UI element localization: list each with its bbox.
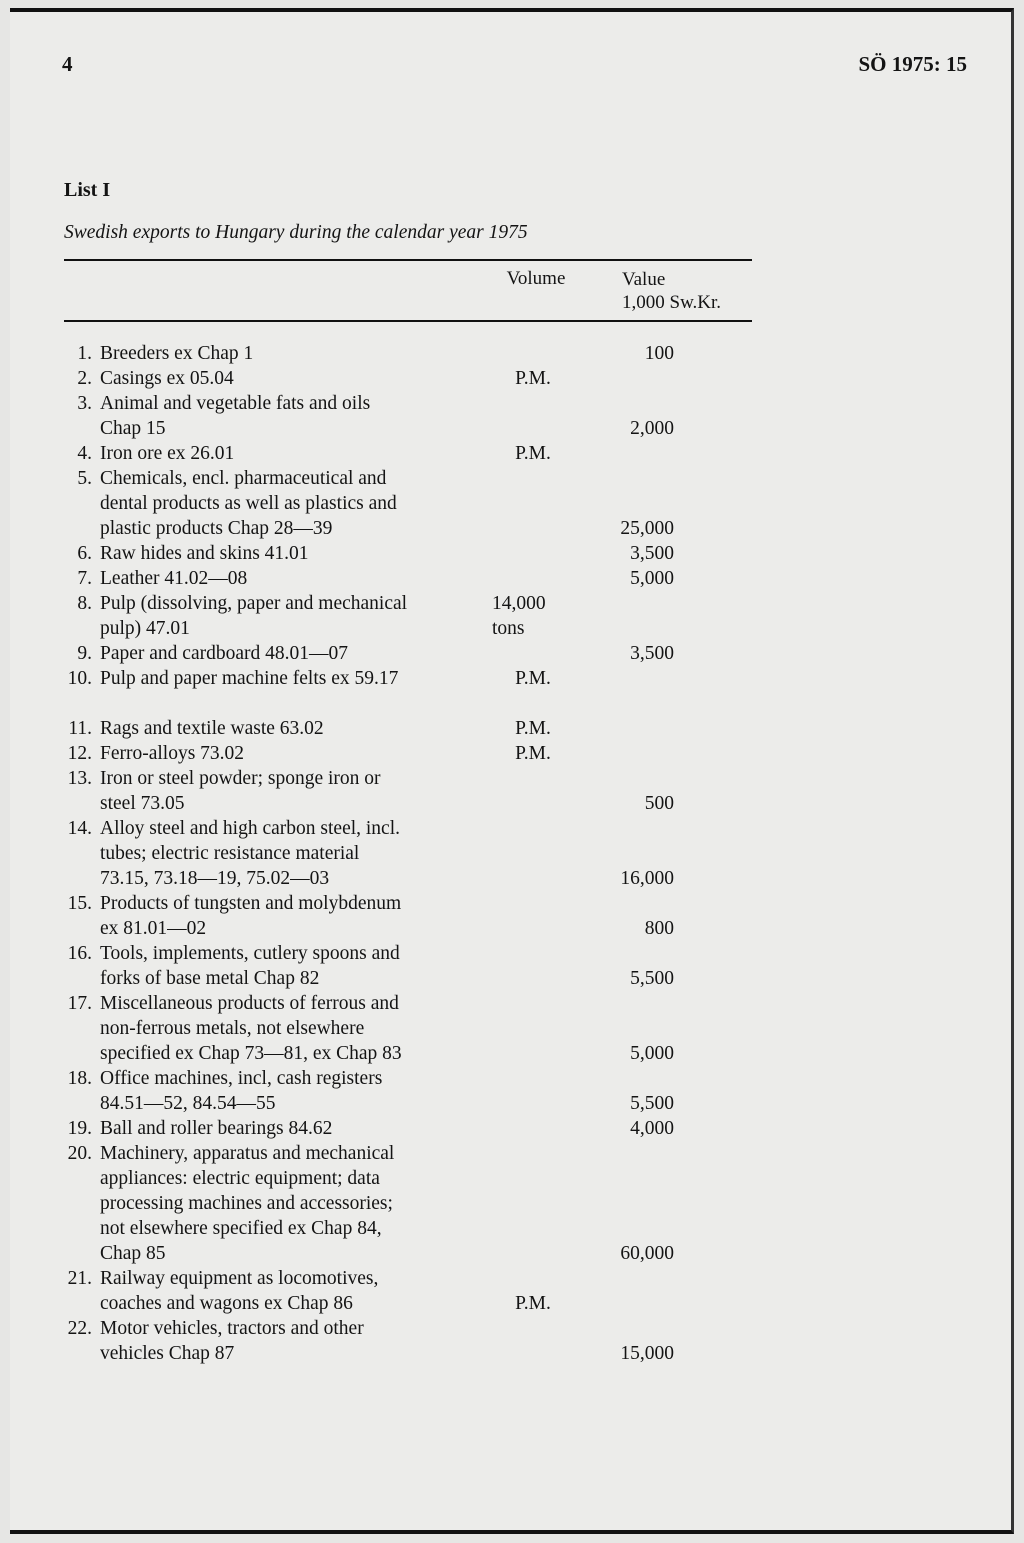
table-row [50,716,770,741]
column-header-value [622,268,721,314]
item-value: 60,000 [620,1243,674,1264]
item-volume: P.M. [515,368,551,389]
item-volume [462,466,574,541]
item-value [574,716,674,741]
item-description: Ball and roller bearings 84.62 [100,1118,333,1139]
item-value: 25,000 [620,518,674,539]
item-value [574,741,674,766]
item-description: Iron ore ex 26.01 [100,443,235,464]
table-caption: Swedish exports to Hungary during the calendar year 1975 [64,222,528,243]
table-header-rule [64,320,752,322]
item-number: 15. [67,893,92,914]
item-number: 16. [67,943,92,964]
item-number: 3. [77,393,92,414]
item-value [574,441,674,466]
item-value: 3,500 [630,643,674,664]
item-volume [462,641,574,666]
page-number: 4 [62,52,73,76]
item-volume [462,391,574,441]
item-description: Tools, implements, cutlery spoons and forks of base metal Chap 82 [100,943,400,989]
item-volume: P.M. [515,743,551,764]
table-row [50,816,770,891]
item-volume [462,766,574,816]
item-number: 11. [68,718,92,739]
item-value [574,366,674,391]
table-row [50,1116,770,1141]
item-number: 5. [77,468,92,489]
column-header-volume: Volume [506,268,566,289]
item-value: 4,000 [630,1118,674,1139]
item-volume: P.M. [515,443,551,464]
item-value [574,666,674,691]
table-row [50,566,770,591]
row-spacer [50,691,770,716]
item-value: 16,000 [620,868,674,889]
item-number: 8. [77,593,92,614]
table-row [50,591,770,641]
item-number: 6. [77,543,92,564]
item-value: 5,000 [630,1043,674,1064]
item-number: 1. [77,343,92,364]
item-value: 100 [644,343,674,364]
item-volume [462,816,574,891]
item-description: Raw hides and skins 41.01 [100,543,309,564]
export-table-body [50,341,770,1366]
list-title: List I [64,179,111,201]
table-row [50,1266,770,1316]
document-page [10,8,1014,1534]
item-number: 2. [77,368,92,389]
item-value: 5,000 [630,568,674,589]
item-description: Machinery, apparatus and mechanical appliances: electric equipment; data processing machines and accessories; not elsewhere specified ex Chap 84, Chap 85 [100,1143,395,1264]
item-description: Railway equipment as locomotives, coaches and wagons ex Chap 86 [100,1268,379,1314]
item-number: 18. [67,1068,92,1089]
table-row [50,941,770,991]
item-volume [462,991,574,1066]
item-number: 12. [67,743,92,764]
item-description: Iron or steel powder; sponge iron or steel 73.05 [100,768,381,814]
item-value: 800 [644,918,674,939]
table-row [50,366,770,391]
item-number: 14. [67,818,92,839]
table-row [50,991,770,1066]
item-description: Motor vehicles, tractors and other vehicles Chap 87 [100,1318,364,1364]
table-row [50,341,770,366]
item-value: 5,500 [630,968,674,989]
item-number: 17. [67,993,92,1014]
table-row [50,1066,770,1116]
item-value: 500 [644,793,674,814]
table-row [50,766,770,816]
table-row [50,1141,770,1266]
item-value: 2,000 [630,418,674,439]
item-description: Chemicals, encl. pharmaceutical and dental products as well as plastics and plastic products Chap 28—39 [100,468,397,539]
item-description: Rags and textile waste 63.02 [100,718,324,739]
item-number: 10. [67,668,92,689]
table-row [50,1316,770,1366]
table-row [50,641,770,666]
column-header-value-line2: 1,000 Sw.Kr. [622,292,722,313]
table-row [50,441,770,466]
table-row [50,891,770,941]
item-number: 9. [77,643,92,664]
item-description: Leather 41.02—08 [100,568,248,589]
document-reference: SÖ 1975: 15 [858,52,967,76]
item-number: 19. [67,1118,92,1139]
item-number: 22. [67,1318,92,1339]
table-row [50,741,770,766]
item-description: Pulp (dissolving, paper and mechanical pulp) 47.01 [100,593,408,639]
item-number: 4. [77,443,92,464]
item-description: Ferro-alloys 73.02 [100,743,245,764]
item-number: 13. [67,768,92,789]
item-description: Office machines, incl, cash registers 84.51—52, 84.54—55 [100,1068,383,1114]
item-volume: P.M. [515,718,551,739]
table-row [50,666,770,691]
column-header-value-line1: Value [622,269,666,290]
item-volume [462,1316,574,1366]
table-row [50,541,770,566]
table-row [50,466,770,541]
item-volume [462,1066,574,1116]
item-value [574,591,674,641]
item-volume: P.M. [515,668,551,689]
item-description: Pulp and paper machine felts ex 59.17 [100,668,399,689]
item-description: Paper and cardboard 48.01—07 [100,643,349,664]
table-top-rule [64,259,752,261]
item-volume: P.M. [515,1293,551,1314]
item-value [574,1266,674,1316]
item-volume [462,566,574,591]
item-volume [462,541,574,566]
item-description: Casings ex 05.04 [100,368,234,389]
item-volume [462,891,574,941]
item-number: 21. [67,1268,92,1289]
item-description: Animal and vegetable fats and oils Chap 15 [100,393,371,439]
item-description: Miscellaneous products of ferrous and non-ferrous metals, not elsewhere specified ex Chap 73—81, ex Chap 83 [100,993,402,1064]
item-value: 15,000 [620,1343,674,1364]
item-volume [462,941,574,991]
table-row [50,391,770,441]
item-description: Breeders ex Chap 1 [100,343,254,364]
item-value: 5,500 [630,1093,674,1114]
item-description: Products of tungsten and molybdenum ex 81.01—02 [100,893,402,939]
item-volume [462,1116,574,1141]
item-number: 20. [67,1143,92,1164]
item-value: 3,500 [630,543,674,564]
item-number: 7. [77,568,92,589]
item-volume [462,1141,574,1266]
item-volume [462,341,574,366]
item-description: Alloy steel and high carbon steel, incl. tubes; electric resistance material 73.15, 73.18—19, 75.02—03 [100,818,401,889]
item-volume: 14,000 tons [492,593,546,639]
